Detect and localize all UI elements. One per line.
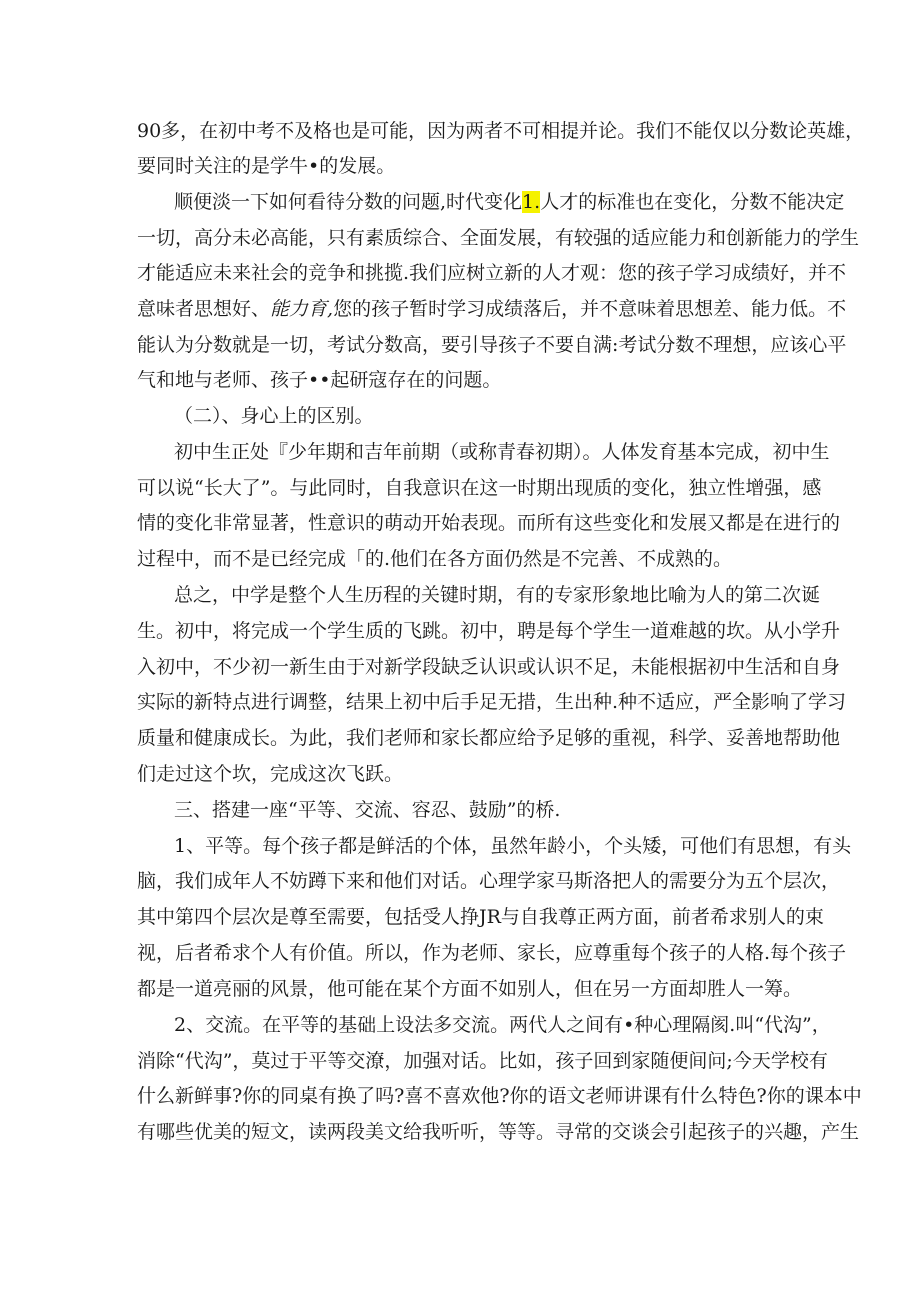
- text-run: 意味者思想好、: [137, 298, 271, 320]
- text-run: 您的孩子暂时学习成绩落后，并不意味着思想差、能力低。不: [333, 298, 847, 320]
- paragraph-line: 实际的新特点进行调整，结果上初中后手足无措，生出种.种不适应，严全影响了学习: [137, 691, 847, 713]
- paragraph-line: 一切，高分未必高能，只有素质综合、全面发展，有较强的适应能力和创新能力的学生: [137, 227, 860, 249]
- paragraph-line: [174, 190, 845, 214]
- paragraph-line: 过程中，而不是已经完成「的.他们在各方面仍然是不完善、不成熟的。: [137, 548, 733, 570]
- paragraph-line: 可以说“长大了”。与此同时，自我意识在这一时期出现质的变化，独立性增强，感: [137, 477, 822, 499]
- paragraph-line: 才能适应未来社会的竞争和挑揽.我们应树立新的人才观：您的孩子学习成绩好，并不: [137, 262, 847, 284]
- paragraph-line: 初中生正处『少年期和吉年前期（或称青春初期）。人体发育基本完成，初中生: [174, 441, 830, 463]
- paragraph-line: 什么新鲜事?你的同桌有换了吗?喜不喜欢他?你的语文老师讲课有什么特色?你的课本中: [137, 1085, 862, 1107]
- text-run: 顺便淡一下如何看待分数的问题,时代变化: [174, 191, 523, 213]
- paragraph-line: 情的变化非常显著，性意识的萌动开始表现。而所有这些变化和发展又都是在进行的: [137, 512, 841, 534]
- paragraph-line: 们走过这个坎，完成这次飞跃。: [137, 763, 404, 785]
- italic-text: 能力育,: [270, 298, 334, 320]
- highlighted-text: 1.: [522, 191, 541, 213]
- text-run: 人才的标准也在变化，分数不能决定: [540, 191, 845, 213]
- paragraph-line: 总之，中学是整个人生历程的关键时期，有的专家形象地比喻为人的第二次诞: [174, 584, 821, 606]
- paragraph-line: 气和地与老师、孩子••起研寇存在的问题。: [137, 369, 502, 391]
- paragraph-line: 2、交流。在平等的基础上设法多交流。两代人之间有•种心理隔阂.叫“代沟”，: [174, 1014, 831, 1036]
- paragraph-line: 消除“代沟”，莫过于平等交潦，加强对话。比如，孩子回到家随便间问;今天学校有: [137, 1050, 828, 1072]
- paragraph-line: 都是一道亮丽的风景，他可能在某个方面不如别人，但在另一方面却胜人一筹。: [137, 978, 803, 1000]
- paragraph-line: 生。初中，将完成一个学生质的飞跳。初中，聘是每个学生一道难越的坎。从小学升: [137, 620, 841, 642]
- paragraph-line: 能认为分数就是一切，考试分数高，要引导孩子不要自满:考试分数不理想，应该心平: [137, 334, 847, 356]
- paragraph-line: 脑，我们成年人不妨蹲下来和他们对话。心理学家马斯洛把人的需要分为五个层次，: [137, 870, 841, 892]
- paragraph-line: [137, 297, 847, 321]
- paragraph-line: 1、平等。每个孩子都是鲜活的个体，虽然年龄小，个头矮，可他们有思想，有头: [174, 835, 852, 857]
- section-heading: （二）、身心上的区别。: [174, 405, 374, 427]
- paragraph-line: 质量和健康成长。为此，我们老师和家长都应给予足够的重视，科学、妥善地帮助他: [137, 727, 841, 749]
- section-heading: 三、搭建一座“平等、交流、容忍、鼓励”的桥.: [174, 799, 561, 821]
- paragraph-line: 有哪些优美的短文，读两段美文给我听听，等等。寻常的交谈会引起孩子的兴趣，产生: [137, 1121, 860, 1143]
- paragraph-line: 要同时关注的是学牛•的发展。: [137, 155, 396, 177]
- paragraph-line: 其中第四个层次是尊至需要，包括受人挣JR与自我尊正两方面，前者希求别人的束: [137, 906, 824, 928]
- paragraph-line: 入初中，不少初一新生由于对新学段缺乏认识或认识不足，未能根据初中生活和自身: [137, 656, 841, 678]
- paragraph-line: 视，后者希求个人有价值。所以，作为老师、家长，应尊重每个孩子的人格.每个孩子: [137, 942, 847, 964]
- paragraph-line: 90多，在初中考不及格也是可能，因为两者不可相提并论。我们不能仅以分数论英雄，: [137, 120, 865, 142]
